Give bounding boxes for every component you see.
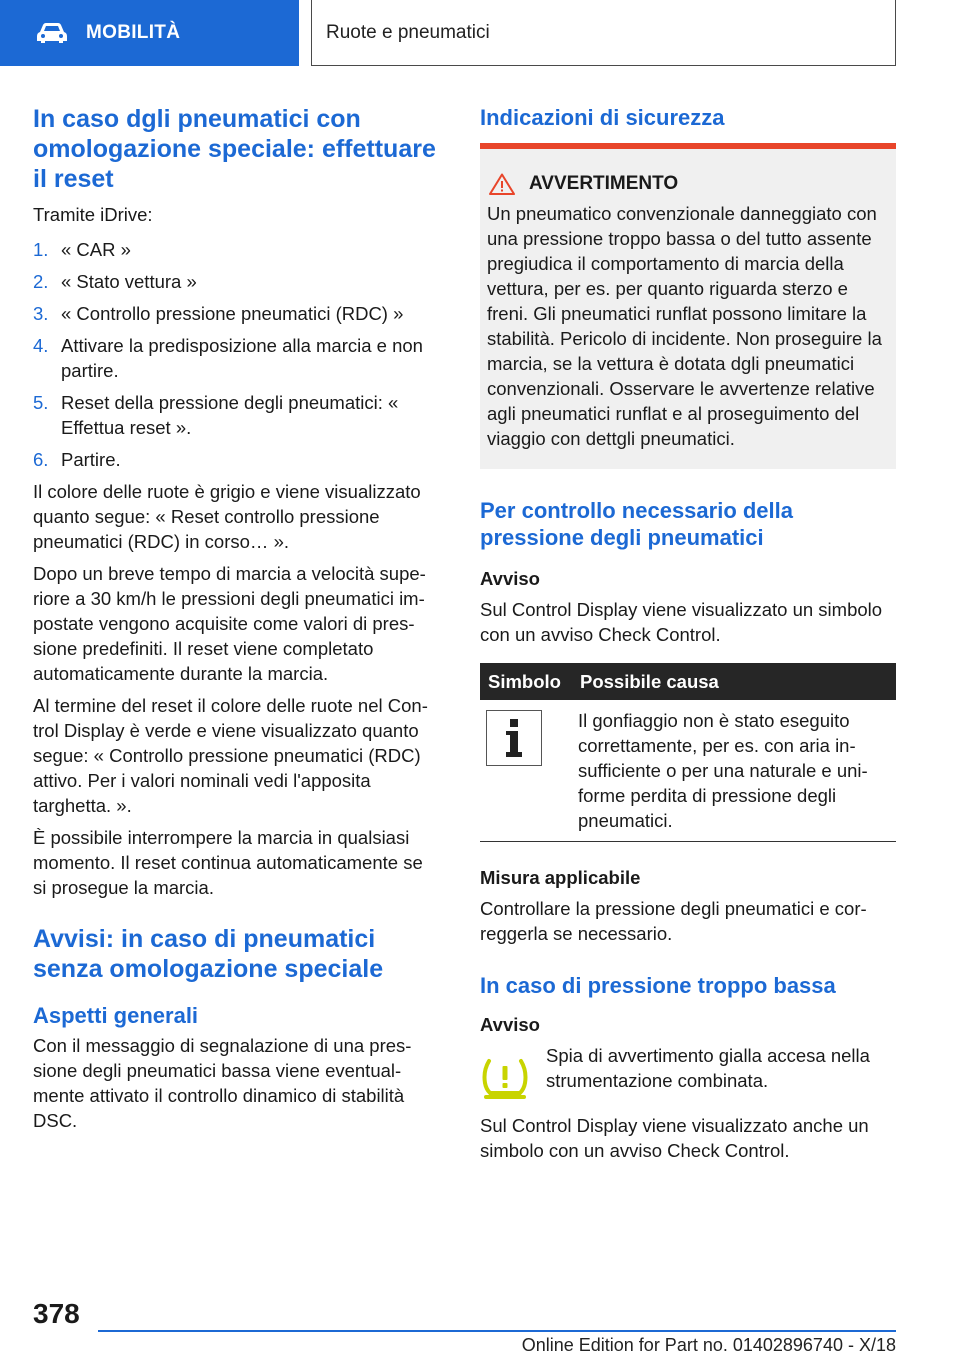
list-item: 2. « Stato vettura » (33, 271, 197, 292)
paragraph: Dopo un breve tempo di marcia a velocità superiore a 30 km/h le pressioni degli pneumatici impostate vengono acquisite come valori di pressione predefiniti. Il reset viene completato automaticamente durante la marcia. (33, 563, 426, 684)
table-cell-cause: Il gonfiaggio non è stato eseguito correttamente, per es. con aria insufficiente o per una naturale e uniforme perdita di pressione degli pneumatici. (572, 700, 896, 842)
warning-label: AVVERTIMENTO (529, 173, 679, 194)
final-text: Sul Control Display viene visualizzato anche un simbolo con un avviso Check Control. (480, 1115, 869, 1161)
misura-heading: Misura applicabile (480, 867, 641, 888)
paragraph: Il colore delle ruote è grigio e viene visualizzato quanto segue: « Reset controllo pressione pneumatici (RDC) in corso… ». (33, 481, 421, 552)
list-item: 6. Partire. (33, 449, 121, 470)
table-row (480, 700, 896, 842)
subheading-aspetti: Aspetti generali (33, 1003, 199, 1028)
car-icon (36, 22, 68, 44)
heading-sicurezza: Indicazioni di sicurezza (480, 105, 725, 130)
heading-pressione-bassa: In caso di pressione troppo bassa (480, 973, 836, 998)
table-header-symbol: Simbolo (480, 663, 572, 700)
warning-triangle-icon (489, 173, 515, 195)
paragraph: È possibile interrompere la marcia in qualsiasi momento. Il reset continua automaticamente se si prosegue la marcia. (33, 827, 423, 898)
page-number: 378 (33, 1298, 80, 1329)
list-item: 1. « CAR » (33, 239, 131, 260)
steps-list (33, 237, 438, 472)
tpms-text: Spia di avvertimento gialla accesa nella strumentazione combinata. (546, 1045, 870, 1091)
tire-pressure-warning-icon (480, 1057, 530, 1101)
info-icon (486, 710, 542, 766)
paragraph: Con il messaggio di segnalazione di una pressione degli pneumatici bassa viene eventualmente attivato il controllo dinamico di stabilità DSC. (33, 1035, 412, 1131)
warning-box (480, 143, 896, 469)
list-item: 5. Reset della pressione degli pneumatici: « Effettua reset ». (33, 392, 399, 438)
avviso-heading: Avviso (480, 568, 540, 589)
avviso-text: Sul Control Display viene visualizzato un simbolo con un avviso Check Control. (480, 599, 883, 645)
intro-text: Tramite iDrive: (33, 204, 153, 225)
warning-text: Un pneumatico convenzionale danneggiato con una pressione troppo bassa o del tutto assente pregiudica il comportamento di marcia della vettura, per es. per quanto riguarda sterzo e freni. Gli pneumatici runflat possono limitare la stabilità. Pericolo di incidente. Non proseguire la marcia, se la vettura è dotata dgli pneumatici convenzionali. Osservare le avvertenze relative agli pneumatici runflat e al proseguimento del viaggio con dettgli pneumatici. (487, 203, 882, 449)
left-column (33, 100, 438, 1133)
symbol-table (480, 663, 896, 842)
right-column (480, 100, 896, 1163)
heading-controllo: Per controllo necessario della pressione degli pneumatici (480, 498, 794, 550)
misura-text: Controllare la pressione degli pneumatici e correggerla se necessario. (480, 898, 867, 944)
table-header-cause: Possibile causa (572, 663, 896, 700)
chapter-header: Ruote e pneumatici (311, 0, 896, 66)
list-item: 4. Attivare la predisposizione alla marcia e non partire. (33, 335, 423, 381)
heading-reset: In caso dgli pneumatici con omologazione speciale: effettuare il reset (33, 105, 436, 193)
paragraph: Al termine del reset il colore delle ruote nel Control Display è verde e viene visualizzato quanto segue: « Controllo pressione pneumatici (RDC) attivo. Per i valori nominali vedi l'apposita targhetta. ». (33, 695, 428, 816)
footer-rule (98, 1330, 896, 1332)
avviso-heading: Avviso (480, 1014, 540, 1035)
section-label: MOBILITÀ (86, 22, 181, 43)
edition-text: Online Edition for Part no. 01402896740 - X/18 (521, 1335, 896, 1355)
heading-avvisi: Avvisi: in caso di pneumatici senza omologazione speciale (33, 925, 384, 983)
list-item: 3. « Controllo pressione pneumatici (RDC) » (33, 303, 404, 324)
section-tab[interactable] (0, 0, 299, 66)
